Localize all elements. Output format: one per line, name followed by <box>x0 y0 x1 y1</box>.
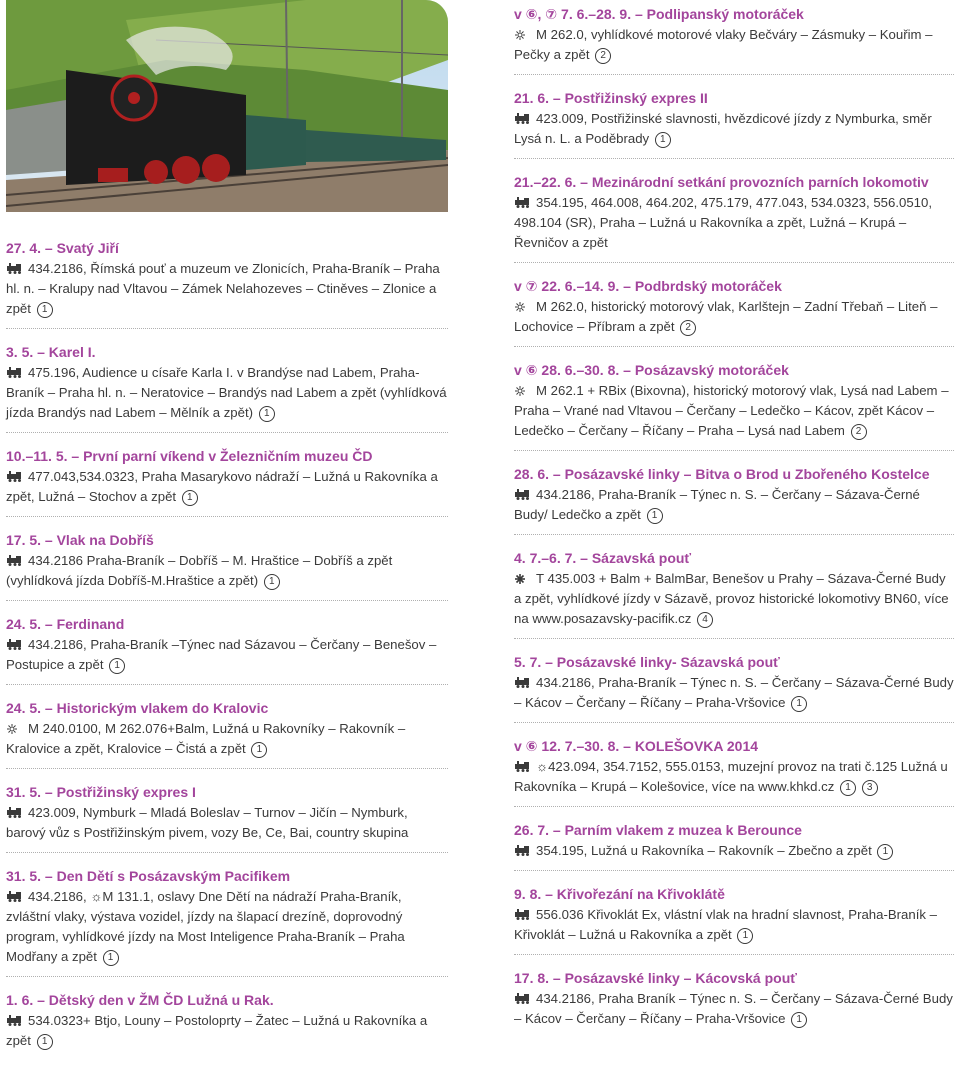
event-description <box>6 467 448 507</box>
event-entry <box>6 342 448 433</box>
event-entry <box>514 4 954 75</box>
steam-locomotive-icon <box>514 489 531 500</box>
event-description <box>6 803 448 843</box>
event-entry <box>514 464 954 535</box>
event-text: M 240.0100, M 262.076+Balm, Lužná u Rakovníky – Rakovník – Kralovice a zpět, Kralovice – Čistá a zpět <box>6 721 406 756</box>
event-entry <box>514 360 954 451</box>
event-description <box>6 551 448 591</box>
steam-locomotive-icon <box>514 761 531 772</box>
event-heading: 17. 8. – Posázavské linky – Kácovská pouť <box>514 970 797 986</box>
motor-train-icon <box>6 723 23 734</box>
event-text: 434.2186, Římská pouť a muzeum ve Zlonicích, Praha-Braník – Praha hl. n. – Kralupy nad Vltavou – Zámek Nelahozeves – Ctiněves – Zlonice a zpět <box>6 261 440 316</box>
event-entry <box>6 990 448 1060</box>
event-text: 434.2186, ☼M 131.1, oslavy Dne Dětí na nádraží Praha-Braník, zvláštní vlaky, výstava vozidel, jízdy na šlapací drezíně, doprovodný program, vyhlídkové jízdy na Most Inteligence Praha-Braník – Praha Modřany a zpět <box>6 889 405 964</box>
day-number-badge: 3 <box>862 780 878 796</box>
day-number-badge: 1 <box>109 658 125 674</box>
event-heading: 5. 7. – Posázavské linky- Sázavská pouť <box>514 654 780 670</box>
steam-locomotive-icon <box>514 909 531 920</box>
event-heading: 1. 6. – Dětský den v ŽM ČD Lužná u Rak. <box>6 992 274 1008</box>
steam-locomotive-icon <box>514 845 531 856</box>
event-description <box>514 989 954 1029</box>
day-number-badge: 1 <box>737 928 753 944</box>
day-number-badge: 1 <box>877 844 893 860</box>
event-heading: 24. 5. – Ferdinand <box>6 616 125 632</box>
event-heading: 10.–11. 5. – První parní víkend v Železničním muzeu ČD <box>6 448 373 464</box>
event-text: 423.009, Postřižinské slavnosti, hvězdicové jízdy z Nymburka, směr Lysá n. L. a Poděbrady <box>514 111 932 146</box>
day-number-badge: 1 <box>37 1034 53 1050</box>
day-number-badge: 1 <box>259 406 275 422</box>
motor-train-icon <box>514 385 531 396</box>
event-entry <box>514 736 954 807</box>
event-description <box>6 259 448 319</box>
day-number-badge: 1 <box>791 696 807 712</box>
event-text: 477.043,534.0323, Praha Masarykovo nádraží – Lužná u Rakovníka a zpět, Lužná – Stochov a zpět <box>6 469 438 504</box>
steam-locomotive-icon <box>6 891 23 902</box>
steam-locomotive-icon <box>514 993 531 1004</box>
event-description <box>514 193 954 253</box>
day-number-badge: 1 <box>655 132 671 148</box>
event-heading: 9. 8. – Křivořezání na Křivoklátě <box>514 886 725 902</box>
steam-locomotive-icon <box>6 263 23 274</box>
day-number-badge: 2 <box>851 424 867 440</box>
event-text: 354.195, Lužná u Rakovníka – Rakovník – Zbečno a zpět <box>536 843 872 858</box>
event-entry <box>6 698 448 769</box>
event-heading: 4. 7.–6. 7. – Sázavská pouť <box>514 550 692 566</box>
event-entry <box>514 968 954 1038</box>
event-entry <box>6 782 448 853</box>
event-description <box>6 887 448 967</box>
event-text: T 435.003 + Balm + BalmBar, Benešov u Prahy – Sázava-Černé Budy a zpět, vyhlídkové jízdy v Sázavě, provoz historické lokomotivy BN60, více na www.posazavsky-pacifik.cz <box>514 571 949 626</box>
event-text: 423.009, Nymburk – Mladá Boleslav – Turnov – Jičín – Nymburk, barový vůz s Postřižinským pivem, vozy Be, Ce, Bai, country skupina <box>6 805 409 840</box>
steam-train-photo <box>6 0 448 212</box>
day-number-badge: 4 <box>697 612 713 628</box>
event-text: 354.195, 464.008, 464.202, 475.179, 477.043, 534.0323, 556.0510, 498.104 (SR), Praha – Lužná u Rakovníka a zpět, Lužná – Krupá – Řevničov a zpět <box>514 195 932 250</box>
day-number-badge: 1 <box>251 742 267 758</box>
steam-locomotive-icon <box>6 1015 23 1026</box>
event-entry <box>514 884 954 955</box>
event-text: 475.196, Audience u císaře Karla I. v Brandýse nad Labem, Praha-Braník – Praha hl. n. – Neratovice – Brandýs nad Labem a zpět (vyhlídková jízda Brandýs nad Labem – Mělník a zpět) <box>6 365 447 420</box>
event-heading: 21. 6. – Postřižinský expres II <box>514 90 708 106</box>
event-entry <box>514 172 954 263</box>
event-description <box>6 635 448 675</box>
event-description <box>6 363 448 423</box>
event-description <box>514 757 954 797</box>
event-heading: v ⑦ 22. 6.–14. 9. – Podbrdský motoráček <box>514 278 782 294</box>
event-entry <box>514 820 954 871</box>
event-description <box>6 1011 448 1051</box>
event-entry <box>6 530 448 601</box>
event-heading: 26. 7. – Parním vlakem z muzea k Berounce <box>514 822 802 838</box>
day-number-badge: 1 <box>647 508 663 524</box>
event-entry <box>6 446 448 517</box>
left-column <box>6 0 448 1073</box>
event-description <box>514 297 954 337</box>
left-event-list <box>6 238 448 1060</box>
event-heading: 21.–22. 6. – Mezinárodní setkání provozních parních lokomotiv <box>514 174 929 190</box>
motor-train-icon <box>514 29 531 40</box>
event-heading: 24. 5. – Historickým vlakem do Kralovic <box>6 700 269 716</box>
day-number-badge: 1 <box>840 780 856 796</box>
electric-train-icon <box>514 573 531 584</box>
day-number-badge: 1 <box>182 490 198 506</box>
event-description <box>514 569 954 629</box>
steam-locomotive-icon <box>514 113 531 124</box>
event-heading: 27. 4. – Svatý Jiří <box>6 240 119 256</box>
day-number-badge: 2 <box>680 320 696 336</box>
steam-locomotive-icon <box>514 197 531 208</box>
right-column <box>514 0 954 1051</box>
steam-locomotive-icon <box>514 677 531 688</box>
event-description <box>514 485 954 525</box>
event-entry <box>6 238 448 329</box>
event-description <box>514 673 954 713</box>
event-text: M 262.0, vyhlídkové motorové vlaky Bečváry – Zásmuky – Kouřim – Pečky a zpět <box>514 27 933 62</box>
event-text: M 262.1 + RBix (Bixovna), historický motorový vlak, Lysá nad Labem – Praha – Vrané nad Vltavou – Čerčany – Ledečko – Kácov, zpět Kácov –Ledečko – Čerčany – Říčany – Praha – Lysá nad Labem <box>514 383 949 438</box>
day-number-badge: 1 <box>103 950 119 966</box>
event-entry <box>6 614 448 685</box>
event-description <box>514 109 954 149</box>
event-text: 534.0323+ Btjo, Louny – Postoloprty – Žatec – Lužná u Rakovníka a zpět <box>6 1013 428 1048</box>
event-heading: 17. 5. – Vlak na Dobříš <box>6 532 154 548</box>
steam-locomotive-icon <box>6 807 23 818</box>
event-entry <box>6 866 448 977</box>
event-description <box>6 719 448 759</box>
event-entry <box>514 652 954 723</box>
event-text: 434.2186 Praha-Braník – Dobříš – M. Hraštice – Dobříš a zpět (vyhlídková jízda Dobříš-M.Hraštice a zpět) <box>6 553 393 588</box>
event-description <box>514 841 954 861</box>
event-description <box>514 381 954 441</box>
steam-locomotive-icon <box>6 555 23 566</box>
event-heading: v ⑥, ⑦ 7. 6.–28. 9. – Podlipanský motoráček <box>514 6 804 22</box>
steam-locomotive-icon <box>6 639 23 650</box>
event-text: M 262.0, historický motorový vlak, Karlštejn – Zadní Třebaň – Liteň – Lochovice – Příbram a zpět <box>514 299 938 334</box>
event-heading: 31. 5. – Postřižinský expres I <box>6 784 196 800</box>
event-heading: 28. 6. – Posázavské linky – Bitva o Brod u Zbořeného Kostelce <box>514 466 930 482</box>
event-entry <box>514 88 954 159</box>
event-text: 434.2186, Praha-Braník – Týnec n. S. – Čerčany – Sázava-Černé Budy/ Ledečko a zpět <box>514 487 920 522</box>
event-text: 434.2186, Praha Braník – Týnec n. S. – Čerčany – Sázava-Černé Budy – Kácov – Čerčany – Říčany – Praha-Vršovice <box>514 991 953 1026</box>
steam-locomotive-icon <box>6 367 23 378</box>
event-heading: 3. 5. – Karel I. <box>6 344 96 360</box>
day-number-badge: 1 <box>37 302 53 318</box>
event-text: 434.2186, Praha-Braník –Týnec nad Sázavou – Čerčany – Benešov – Postupice a zpět <box>6 637 437 672</box>
day-number-badge: 1 <box>264 574 280 590</box>
event-entry <box>514 548 954 639</box>
day-number-badge: 1 <box>791 1012 807 1028</box>
event-heading: v ⑥ 12. 7.–30. 8. – KOLEŠOVKA 2014 <box>514 738 759 754</box>
event-heading: v ⑥ 28. 6.–30. 8. – Posázavský motoráček <box>514 362 789 378</box>
right-event-list <box>514 4 954 1038</box>
motor-train-icon <box>514 301 531 312</box>
steam-locomotive-icon <box>6 471 23 482</box>
event-heading: 31. 5. – Den Dětí s Posázavským Pacifikem <box>6 868 291 884</box>
event-text: 556.036 Křivoklát Ex, vlástní vlak na hradní slavnost, Praha-Braník – Křivoklát – Lužná u Rakovníka a zpět <box>514 907 937 942</box>
day-number-badge: 2 <box>595 48 611 64</box>
event-text: 434.2186, Praha-Braník – Týnec n. S. – Čerčany – Sázava-Černé Budy – Kácov – Čerčany – Říčany – Praha-Vršovice <box>514 675 954 710</box>
event-description <box>514 905 954 945</box>
event-description <box>514 25 954 65</box>
event-entry <box>514 276 954 347</box>
event-text: ☼423.094, 354.7152, 555.0153, muzejní provoz na trati č.125 Lužná u Rakovníka – Krupá – Kolešovice, více na www.khkd.cz <box>514 759 948 794</box>
